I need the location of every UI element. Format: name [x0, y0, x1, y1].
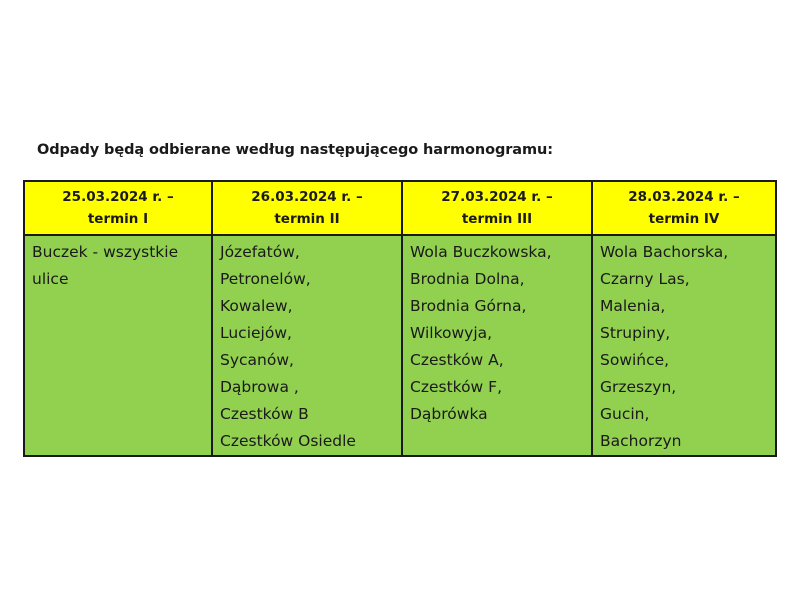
term-label: termin II: [274, 211, 340, 227]
schedule-table: [23, 180, 777, 457]
locations-cell-termin-4: [592, 235, 776, 456]
locations-cell-termin-2: [212, 235, 402, 456]
collection-date: 28.03.2024 r. –: [628, 189, 740, 205]
location-item: Grzeszyn,: [600, 378, 677, 396]
location-item: Czarny Las,: [600, 270, 690, 288]
header-cell-termin-2: [212, 181, 402, 235]
header-cell-termin-4: [592, 181, 776, 235]
location-item: Czestków Osiedle: [220, 432, 356, 450]
term-label: termin III: [461, 211, 533, 227]
location-item: Dąbrówka: [410, 405, 488, 423]
location-item: Sowińce,: [600, 351, 670, 369]
schedule-body-row: [24, 235, 776, 456]
location-item: Malenia,: [600, 297, 666, 315]
location-item: Józefatów,: [220, 243, 300, 261]
location-item: Strupiny,: [600, 324, 671, 342]
location-item: Czestków A,: [410, 351, 504, 369]
term-label: termin I: [87, 211, 149, 227]
collection-date: 25.03.2024 r. –: [62, 189, 174, 205]
location-item: Wola Buczkowska,: [410, 243, 552, 261]
location-item: Brodnia Górna,: [410, 297, 527, 315]
schedule-header-row: [24, 181, 776, 235]
location-item: Wilkowyja,: [410, 324, 493, 342]
schedule-heading: Odpady będą odbierane według następującego harmonogramu:: [37, 142, 553, 158]
location-item: Kowalew,: [220, 297, 293, 315]
locations-cell-termin-1: [24, 235, 212, 456]
collection-date: 26.03.2024 r. –: [251, 189, 363, 205]
location-item: Sycanów,: [220, 351, 294, 369]
location-item: Czestków F,: [410, 378, 503, 396]
location-item: Petronelów,: [220, 270, 311, 288]
locations-cell-termin-3: [402, 235, 592, 456]
location-item: Gucin,: [600, 405, 650, 423]
location-item: Wola Bachorska,: [600, 243, 729, 261]
location-item: Buczek - wszystkie ulice: [32, 243, 179, 288]
header-cell-termin-1: [24, 181, 212, 235]
term-label: termin IV: [648, 211, 720, 227]
location-item: Brodnia Dolna,: [410, 270, 525, 288]
collection-date: 27.03.2024 r. –: [441, 189, 553, 205]
header-cell-termin-3: [402, 181, 592, 235]
location-item: Bachorzyn: [600, 432, 682, 450]
location-item: Luciejów,: [220, 324, 292, 342]
location-item: Dąbrowa ,: [220, 378, 299, 396]
location-item: Czestków B: [220, 405, 309, 423]
